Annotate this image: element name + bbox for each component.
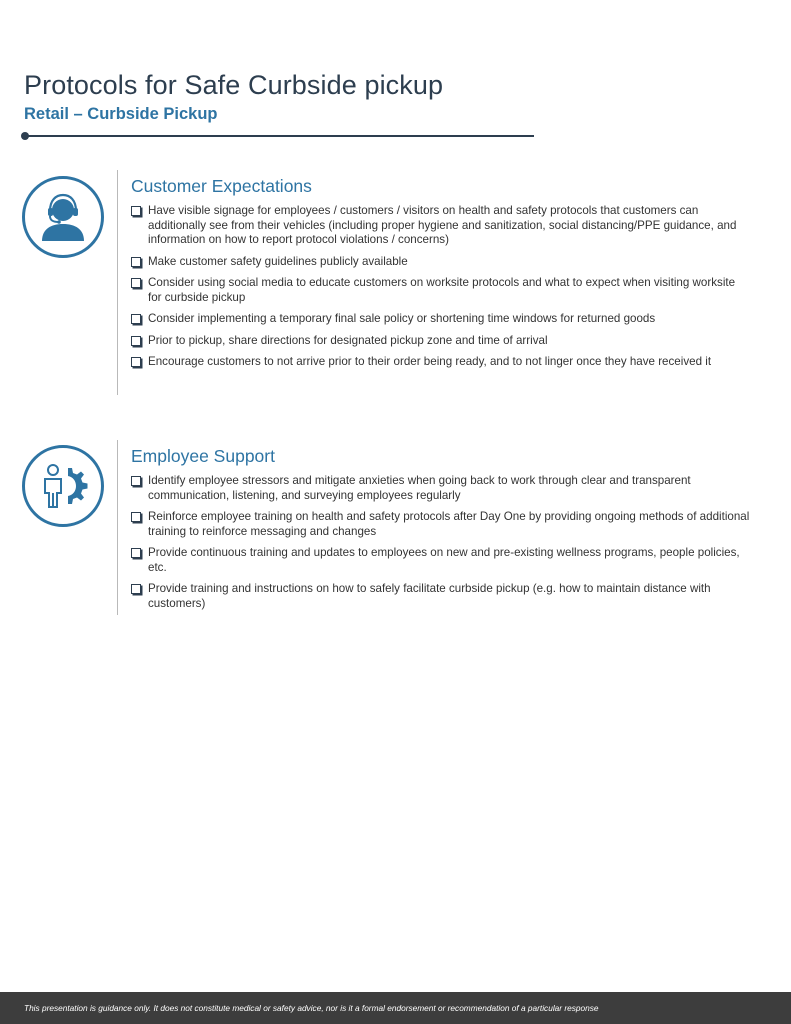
list-item: Consider using social media to educate customers on worksite protocols and what to expect when visiting worksite for curbside pickup xyxy=(131,276,751,305)
list-item: Encourage customers to not arrive prior to their order being ready, and to not linger once they have received it xyxy=(131,355,751,370)
list-item: Have visible signage for employees / customers / visitors on health and safety protocols that customers can additionally see from their vehicles (including proper hygiene and sanitization, social distancing/PPE guidance, and information on how to report protocol violations / concerns) xyxy=(131,204,751,248)
footer-disclaimer: This presentation is guidance only. It does not constitute medical or safety advice, nor is it a formal endorsement or recommendation of a particular response xyxy=(24,1003,599,1013)
bullet-list xyxy=(131,474,751,618)
checkbox-icon xyxy=(131,336,141,346)
section-title: Customer Expectations xyxy=(131,176,312,196)
checkbox-icon xyxy=(131,206,141,216)
checkbox-icon xyxy=(131,548,141,558)
checkbox-icon xyxy=(131,357,141,367)
title-rule xyxy=(24,135,534,137)
section-title: Employee Support xyxy=(131,446,275,466)
checkbox-icon xyxy=(131,257,141,267)
list-item: Provide continuous training and updates to employees on new and pre-existing wellness programs, people policies, etc. xyxy=(131,546,751,575)
page-title: Protocols for Safe Curbside pickup xyxy=(24,70,444,100)
checkbox-icon xyxy=(131,314,141,324)
bullet-list xyxy=(131,204,751,377)
page-subtitle: Retail – Curbside Pickup xyxy=(24,105,218,123)
list-item: Provide training and instructions on how to safely facilitate curbside pickup (e.g. how to maintain distance with customers) xyxy=(131,582,751,611)
list-item: Identify employee stressors and mitigate anxieties when going back to work through clear and transparent communication, listening, and surveying employees regularly xyxy=(131,474,751,503)
section-divider xyxy=(117,440,118,615)
footer-bar xyxy=(0,992,791,1024)
checkbox-icon xyxy=(131,278,141,288)
list-item: Prior to pickup, share directions for designated pickup zone and time of arrival xyxy=(131,334,751,349)
checkbox-icon xyxy=(131,512,141,522)
list-item: Consider implementing a temporary final sale policy or shortening time windows for returned goods xyxy=(131,312,751,327)
customer-headset-icon xyxy=(22,176,104,258)
employee-gear-icon xyxy=(22,445,104,527)
list-item: Make customer safety guidelines publicly available xyxy=(131,255,751,270)
list-item: Reinforce employee training on health and safety protocols after Day One by providing ongoing methods of additional training to reinforce messaging and changes xyxy=(131,510,751,539)
checkbox-icon xyxy=(131,476,141,486)
section-divider xyxy=(117,170,118,395)
checkbox-icon xyxy=(131,584,141,594)
